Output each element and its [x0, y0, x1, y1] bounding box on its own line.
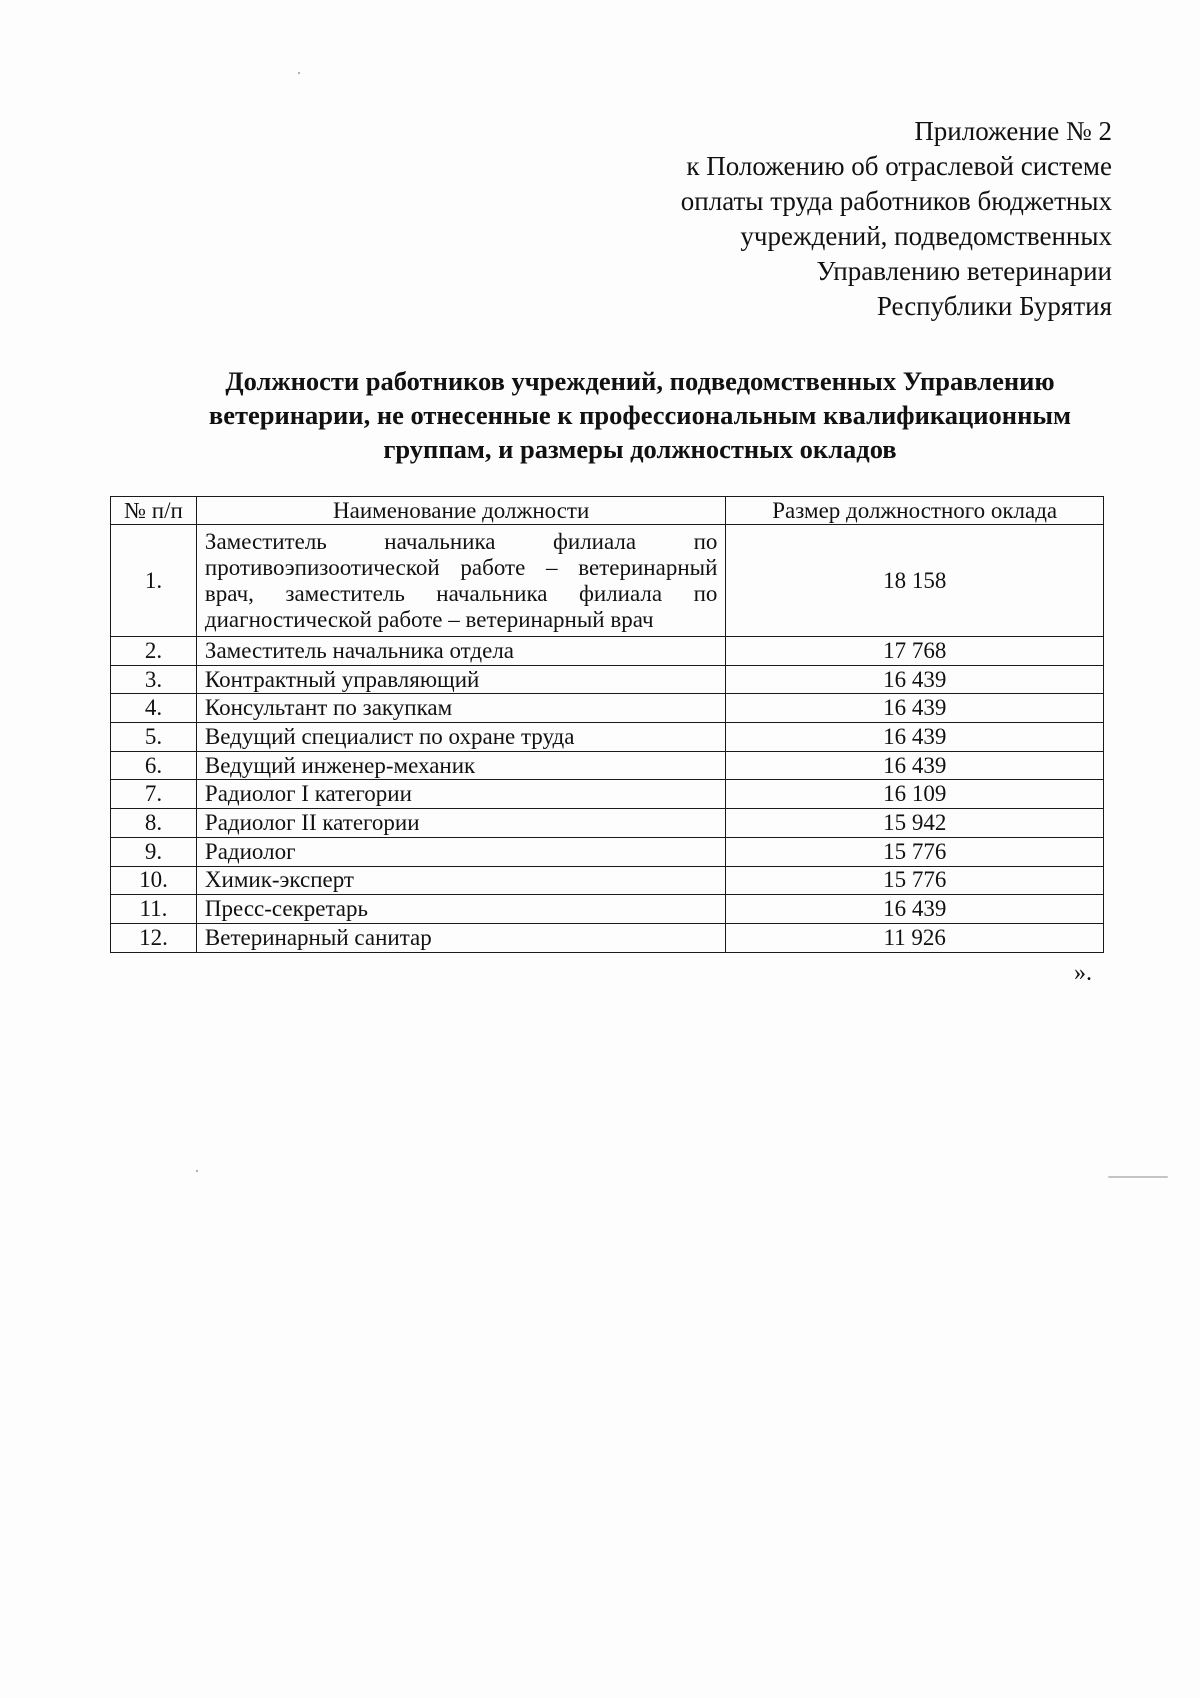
row-number: 4.: [111, 694, 197, 723]
row-position-name: Ведущий инженер-механик: [196, 751, 725, 780]
row-position-name: Ведущий специалист по охране труда: [196, 723, 725, 752]
row-number: 5.: [111, 723, 197, 752]
row-number: 3.: [111, 665, 197, 694]
row-position-name: Консультант по закупкам: [196, 694, 725, 723]
row-position-name: Пресс-секретарь: [196, 895, 725, 924]
row-number: 2.: [111, 637, 197, 666]
table-row: [111, 525, 1104, 637]
table-row: [111, 837, 1104, 866]
row-number: 6.: [111, 751, 197, 780]
document-title: [150, 364, 1130, 466]
appendix-header: [552, 114, 1112, 324]
title-line: Должности работников учреждений, подведомственных Управлению: [225, 366, 1055, 396]
appendix-line: учреждений, подведомственных: [740, 221, 1112, 251]
row-salary: 17 768: [726, 637, 1104, 666]
row-position-name: Радиолог I категории: [196, 780, 725, 809]
table-header-row: [111, 497, 1104, 525]
appendix-line: Приложение № 2: [914, 116, 1112, 146]
appendix-line: Управлению ветеринарии: [816, 256, 1112, 286]
table-row: [111, 923, 1104, 952]
row-number: 8.: [111, 809, 197, 838]
table-row: [111, 665, 1104, 694]
table-row: [111, 895, 1104, 924]
closing-quote: ».: [1074, 960, 1092, 986]
scan-artifact: [1108, 1176, 1168, 1178]
title-line: ветеринарии, не отнесенные к профессиональным квалификационным: [208, 400, 1072, 430]
title-line: группам, и размеры должностных окладов: [383, 434, 897, 464]
row-salary: 16 439: [726, 665, 1104, 694]
row-salary: 11 926: [726, 923, 1104, 952]
row-salary: 15 776: [726, 866, 1104, 895]
appendix-line: к Положению об отраслевой системе: [686, 151, 1112, 181]
table-row: [111, 866, 1104, 895]
row-position-name: Контрактный управляющий: [196, 665, 725, 694]
row-number: 12.: [111, 923, 197, 952]
row-position-name: Радиолог: [196, 837, 725, 866]
header-salary: Размер должностного оклада: [726, 497, 1104, 525]
row-salary: 16 439: [726, 751, 1104, 780]
row-number: 1.: [111, 525, 197, 637]
row-position-name: Ветеринарный санитар: [196, 923, 725, 952]
table-row: [111, 723, 1104, 752]
row-salary: 16 109: [726, 780, 1104, 809]
row-position-name: Заместитель начальника отдела: [196, 637, 725, 666]
row-position-name: Химик-эксперт: [196, 866, 725, 895]
row-salary: 16 439: [726, 895, 1104, 924]
row-position-name: Радиолог II категории: [196, 809, 725, 838]
row-salary: 16 439: [726, 723, 1104, 752]
row-salary: 15 942: [726, 809, 1104, 838]
header-number: № п/п: [111, 497, 197, 525]
positions-salary-table: [110, 496, 1104, 953]
scan-artifact: [298, 72, 300, 74]
row-position-name: Заместитель начальника филиала по противоэпизоотической работе – ветеринарный врач, заместитель начальника филиала по диагностической работе – ветеринарный врач: [196, 525, 725, 637]
table-row: [111, 694, 1104, 723]
row-number: 7.: [111, 780, 197, 809]
scan-artifact: [196, 1170, 198, 1172]
row-number: 9.: [111, 837, 197, 866]
header-position-name: Наименование должности: [196, 497, 725, 525]
row-salary: 15 776: [726, 837, 1104, 866]
row-salary: 18 158: [726, 525, 1104, 637]
row-salary: 16 439: [726, 694, 1104, 723]
appendix-line: Республики Бурятия: [876, 291, 1112, 321]
appendix-line: оплаты труда работников бюджетных: [680, 186, 1112, 216]
table-row: [111, 637, 1104, 666]
row-number: 11.: [111, 895, 197, 924]
table-row: [111, 751, 1104, 780]
table-row: [111, 809, 1104, 838]
table-row: [111, 780, 1104, 809]
row-number: 10.: [111, 866, 197, 895]
